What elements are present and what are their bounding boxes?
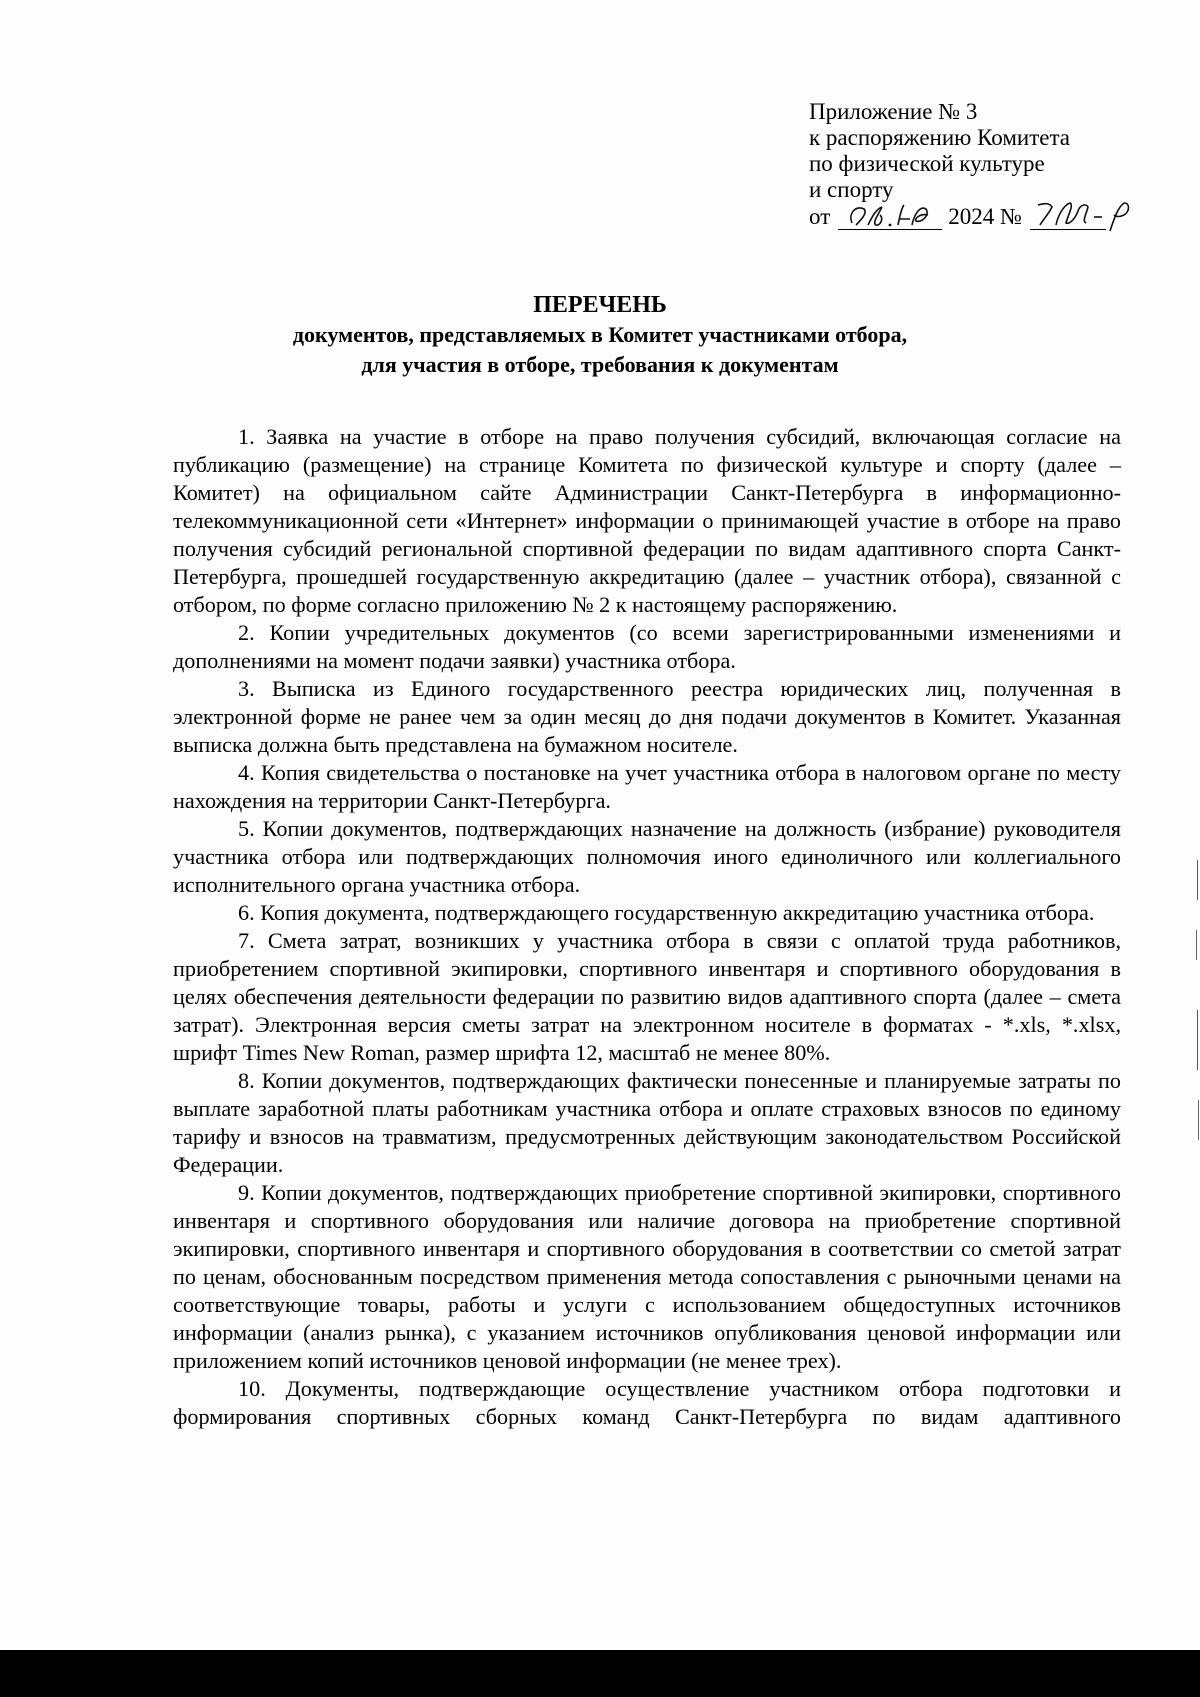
date-prefix: от: [809, 204, 831, 229]
document-body: [173, 423, 1121, 1431]
scan-edge-marks: [1194, 860, 1200, 1160]
list-item-10: 10. Документы, подтверждающие осуществление участником отбора подготовки и формирования спортивных сборных команд Санкт-Петербурга по видам адаптивного: [173, 1376, 1121, 1429]
document-subtitle-line-2: для участия в отборе, требования к документам: [361, 352, 839, 377]
scan-bottom-border: [0, 1650, 1200, 1697]
document-year: 2024 №: [948, 204, 1022, 229]
committee-line-1: по физической культуре: [809, 151, 1045, 176]
list-item-2: 2. Копии учредительных документов (со всеми зарегистрированными изменениями и дополнениями на момент подачи заявки) участника отбора.: [173, 620, 1121, 673]
handwritten-number: [1030, 203, 1106, 230]
list-item-5: 5. Копии документов, подтверждающих назначение на должность (избрание) руководителя участника отбора или подтверждающих полномочия иного единоличного или коллегиального исполнительного органа участника отбора.: [173, 816, 1121, 897]
list-item-3: 3. Выписка из Единого государственного реестра юридических лиц, полученная в электронной форме не ранее чем за один месяц до дня подачи документов в Комитет. Указанная выписка должна быть представлена на бумажном носителе.: [173, 676, 1121, 757]
list-item-9: 9. Копии документов, подтверждающих приобретение спортивной экипировки, спортивного инвентаря и спортивного оборудования или наличие договора на приобретение спортивной экипировки, спортивного инвентаря и спортивного оборудования в соответствии со сметой затрат по ценам, обоснованным посредством применения метода сопоставления с рыночными ценами на соответствующие товары, работы и услуги с использованием общедоступных источников информации (анализ рынка), с указанием источников опубликования ценовой информации или приложением копий источников ценовой информации (не менее трех).: [173, 1180, 1121, 1373]
date-number-row: [809, 203, 1189, 230]
handwritten-number-strokes: [1030, 195, 1140, 235]
list-item-7: 7. Смета затрат, возникших у участника отбора в связи с оплатой труда работников, приобретением спортивной экипировки, спортивного инвентаря и спортивного оборудования в целях обеспечения деятельности федерации по развитию видов адаптивного спорта (далее – смета затрат). Электронная версия сметы затрат на электронном носителе в форматах - *.xls, *.xlsx, шрифт Times New Roman, размер шрифта 12, масштаб не менее 80%.: [173, 928, 1121, 1065]
order-reference: к распоряжению Комитета: [809, 125, 1070, 150]
list-item-1: 1. Заявка на участие в отборе на право получения субсидий, включающая согласие на публикацию (размещение) на странице Комитета по физической культуре и спорту (далее – Комитет) на официальном сайте Администрации Санкт-Петербурга в информационно-телекоммуникационной сети «Интернет» информации о принимающей участие в отборе на право получения субсидий региональной спортивной федерации по видам адаптивного спорта Санкт-Петербурга, прошедшей государственную аккредитацию (далее – участник отбора), связанной с отбором, по форме согласно приложению № 2 к настоящему распоряжению.: [173, 424, 1121, 617]
list-item-6: 6. Копия документа, подтверждающего государственную аккредитацию участника отбора.: [238, 900, 1095, 925]
list-item-4: 4. Копия свидетельства о постановке на учет участника отбора в налоговом органе по месту нахождения на территории Санкт-Петербурга.: [173, 760, 1121, 813]
list-item-8: 8. Копии документов, подтверждающих фактически понесенные и планируемые затраты по выплате заработной платы работникам участника отбора и оплате страховых взносов по единому тарифу и взносов на травматизм, предусмотренных действующим законодательством Российской Федерации.: [173, 1068, 1121, 1177]
approval-block: [809, 99, 1189, 230]
appendix-number: Приложение № 3: [809, 99, 978, 124]
handwritten-date-strokes: [838, 195, 942, 235]
committee-line-2: и спорту: [809, 177, 894, 202]
document-title: ПЕРЕЧЕНЬ: [533, 292, 667, 318]
document-title-block: [0, 290, 1200, 380]
handwritten-date: [838, 203, 942, 230]
document-subtitle-line-1: документов, представляемых в Комитет участниками отбора,: [292, 322, 908, 347]
